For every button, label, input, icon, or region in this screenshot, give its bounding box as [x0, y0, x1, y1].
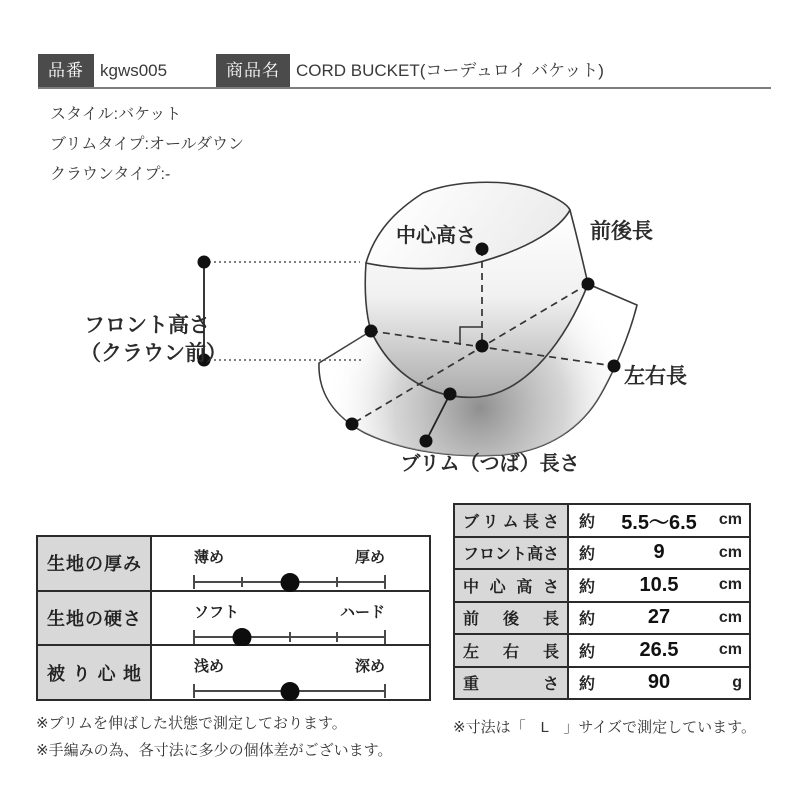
meas-value-cell: [569, 603, 749, 634]
scale-left-label: ソフト: [194, 603, 240, 621]
scale-tick: [384, 575, 386, 589]
meas-value-cell: [569, 538, 749, 569]
meas-unit: cm: [718, 608, 742, 626]
scale-tick: [336, 577, 338, 587]
footnote-handmade: ※手編みの為、各寸法に多少の個体差がございます。: [36, 742, 393, 759]
table-row: [455, 505, 749, 536]
item-number-tag: 品番: [38, 54, 94, 88]
scale-tick: [384, 630, 386, 644]
fabric-hardness-scale: [194, 626, 385, 648]
meas-value: 10.5: [639, 573, 679, 596]
meas-value: 27: [647, 606, 671, 629]
row-label-text: 生地の厚み: [47, 554, 141, 575]
product-name-tag: 商品名: [216, 54, 290, 88]
meas-value-cell: [569, 570, 749, 601]
scale-value-dot: [280, 682, 299, 701]
meas-value: 9: [653, 541, 665, 564]
approx-prefix: 約: [579, 578, 596, 596]
label-brim-length: ブリム（つば）長さ: [400, 453, 580, 475]
meas-unit: cm: [718, 511, 742, 529]
label-front-height-line2: （クラウン前）: [80, 342, 227, 365]
meas-label-text: 重さ: [463, 676, 559, 694]
scale-right-label: ハード: [339, 603, 385, 621]
label-left-right-length: 左右長: [624, 365, 687, 388]
spec-brim-type: ブリムタイプ:オールダウン: [50, 136, 245, 153]
table-row: [38, 537, 429, 590]
measurement-table: [453, 503, 751, 700]
footnote-brim: ※ブリムを伸ばした状態で測定しております。: [36, 715, 347, 732]
scale-tick: [241, 577, 243, 587]
scale-right-label: 厚め: [354, 549, 385, 566]
row-label-text: 被り心地: [47, 663, 141, 684]
table-row: [455, 601, 749, 634]
scale-left-label: 薄め: [194, 549, 225, 566]
meas-unit: cm: [718, 641, 742, 659]
scale-value-dot: [232, 628, 251, 647]
meas-value: 90: [647, 671, 671, 694]
meas-value-cell: [569, 668, 749, 699]
meas-label-text: 中心高さ: [463, 578, 559, 596]
fit-feel-scale-cell: [152, 646, 429, 699]
table-row: [455, 536, 749, 569]
meas-unit: cm: [718, 543, 742, 561]
meas-label-center-height: [455, 570, 569, 601]
scale-tick: [193, 630, 195, 644]
row-label-text: 生地の硬さ: [47, 609, 141, 629]
meas-label-left-right-length: [455, 635, 569, 666]
meas-label-front-back-length: [455, 603, 569, 634]
table-row: [38, 590, 429, 645]
scale-tick: [384, 684, 386, 698]
row-label-fabric-hardness: [38, 592, 152, 645]
meas-label-text: フロント高さ: [463, 546, 560, 564]
approx-prefix: 約: [579, 676, 596, 694]
meas-value: 26.5: [639, 638, 679, 661]
meas-label-weight: [455, 668, 569, 699]
label-front-height-line1: フロント高さ: [84, 314, 210, 337]
footnote-size: ※寸法は「 L 」サイズで測定しています。: [453, 719, 756, 736]
fit-feel-scale: [194, 680, 385, 702]
label-center-height: 中心高さ: [396, 225, 476, 247]
approx-prefix: 約: [579, 611, 596, 629]
row-label-fit-feel: [38, 646, 152, 699]
scale-left-label: 浅め: [194, 658, 225, 676]
scale-right-label: 深め: [354, 658, 385, 676]
fabric-thickness-scale-cell: [152, 537, 429, 590]
fabric-property-table: [36, 535, 431, 701]
scale-tick: [193, 575, 195, 589]
row-label-fabric-thickness: [38, 537, 152, 590]
meas-value: 5.5〜6.5: [621, 511, 697, 534]
fabric-hardness-scale-cell: [152, 592, 429, 645]
meas-value-cell: [569, 505, 749, 536]
product-name-value: CORD BUCKET(コーデュロイ バケット): [296, 61, 604, 80]
table-row: [455, 666, 749, 699]
approx-prefix: 約: [579, 513, 596, 531]
approx-prefix: 約: [579, 643, 596, 661]
meas-label-brim-length: [455, 505, 569, 536]
meas-label-text: ブリム長さ: [463, 513, 559, 531]
meas-label-front-height: [455, 538, 569, 569]
meas-value-cell: [569, 635, 749, 666]
label-front-back-length: 前後長: [590, 220, 653, 243]
scale-tick: [193, 684, 195, 698]
spec-crown-type: クラウンタイプ:-: [50, 166, 171, 183]
scale-tick: [289, 632, 291, 642]
scale-tick: [336, 632, 338, 642]
table-row: [455, 633, 749, 666]
table-row: [38, 644, 429, 699]
meas-unit: g: [732, 673, 742, 691]
scale-value-dot: [280, 573, 299, 592]
meas-label-text: 前後長: [463, 611, 559, 629]
table-row: [455, 568, 749, 601]
meas-unit: cm: [718, 576, 742, 594]
fabric-thickness-scale: [194, 571, 385, 593]
item-number-value: kgws005: [100, 61, 168, 80]
meas-label-text: 左右長: [463, 643, 559, 661]
approx-prefix: 約: [579, 546, 596, 564]
spec-style: スタイル:バケット: [50, 106, 182, 123]
